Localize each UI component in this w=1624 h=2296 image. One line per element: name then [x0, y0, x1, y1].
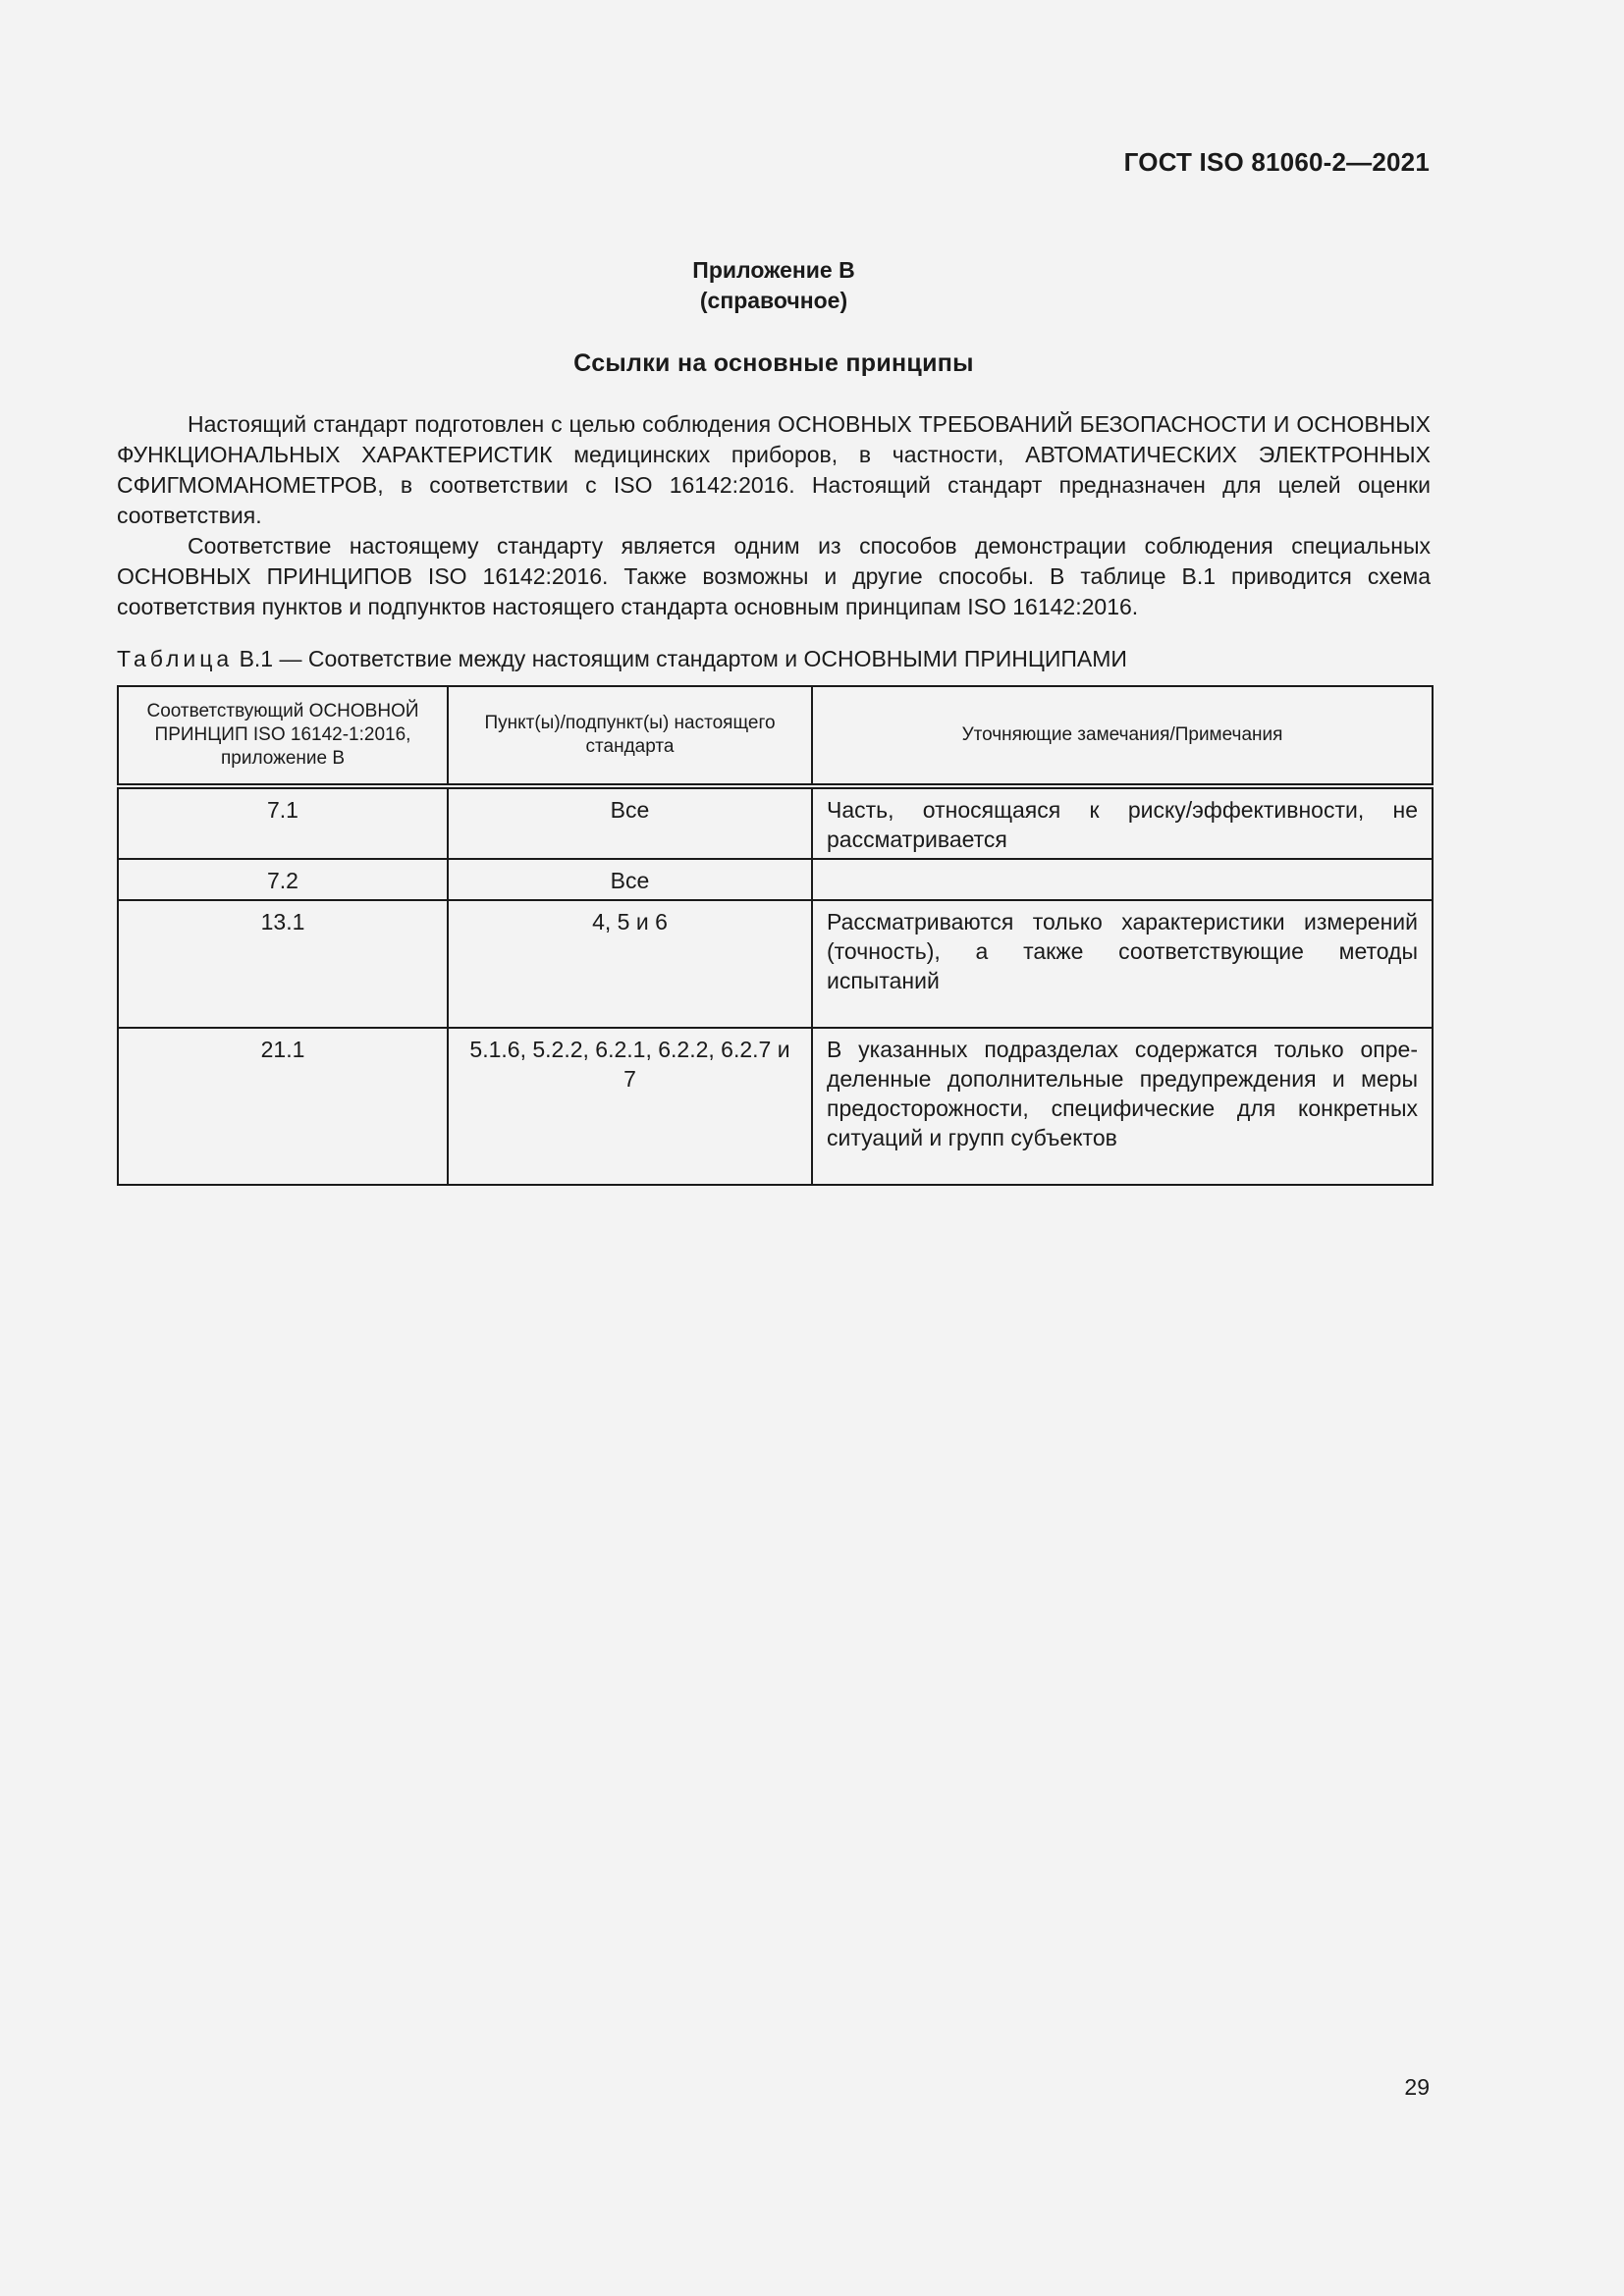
cell-notes: Рассматриваются только характеристики измерений (точность), а также соответствующие методы испытаний — [812, 900, 1433, 1028]
cell-principle: 7.1 — [118, 786, 448, 859]
table-caption-prefix: Таблица — [117, 646, 234, 671]
annex-title: Ссылки на основные принципы — [573, 349, 974, 377]
annex-label: Приложение В — [692, 257, 855, 283]
table-row — [118, 900, 1433, 1028]
page-number: 29 — [1404, 2074, 1430, 2100]
document-code: ГОСТ ISO 81060-2—2021 — [1123, 147, 1430, 177]
annex-heading — [117, 255, 1431, 316]
cell-notes: В указанных подразделах содержатся только определенные дополнительные предупреждения и меры предосторожности, специфические для конкретных ситуаций и групп субъектов — [812, 1028, 1433, 1185]
table-row — [118, 786, 1433, 859]
cell-clauses: 4, 5 и 6 — [448, 900, 812, 1028]
table-caption — [117, 644, 1431, 674]
cell-principle: 13.1 — [118, 900, 448, 1028]
column-header-notes: Уточняющие замечания/Примечания — [812, 686, 1433, 786]
body-text — [117, 409, 1431, 622]
table-row — [118, 859, 1433, 900]
cell-principle: 21.1 — [118, 1028, 448, 1185]
table-row — [118, 1028, 1433, 1185]
cell-clauses: 5.1.6, 5.2.2, 6.2.1, 6.2.2, 6.2.7 и 7 — [448, 1028, 812, 1185]
column-header-clauses: Пункт(ы)/подпункт(ы) настоящего стандарта — [448, 686, 812, 786]
annex-status: (справочное) — [699, 288, 848, 313]
cell-notes — [812, 859, 1433, 900]
cell-principle: 7.2 — [118, 859, 448, 900]
table-caption-text: В.1 — Соответствие между настоящим стандартом и ОСНОВНЫМИ ПРИНЦИПАМИ — [233, 646, 1127, 671]
paragraph: Настоящий стандарт подготовлен с целью соблюдения ОСНОВНЫХ ТРЕБОВАНИЙ БЕЗОПАСНОСТИ И ОСНОВНЫХ ФУНКЦИОНАЛЬНЫХ ХАРАКТЕРИСТИК медицинских приборов, в частности, АВТОМАТИЧЕСКИХ ЭЛЕКТРОННЫХ СФИГМОМАНОМЕТРОВ, в соответствии с ISO 16142:2016. Настоящий стандарт предназначен для целей оценки соответствия. — [117, 411, 1431, 528]
paragraph: Соответствие настоящему стандарту является одним из способов демонстрации соблюдения специальных ОСНОВНЫХ ПРИНЦИПОВ ISO 16142:2016. Также возможны и другие способы. В таблице В.1 приводится схема соответствия пунктов и подпунктов настоящего стандарта основным принципам ISO 16142:2016. — [117, 533, 1431, 619]
cell-notes: Часть, относящаяся к риску/эффективности, не рассматривается — [812, 786, 1433, 859]
cell-clauses: Все — [448, 859, 812, 900]
table-header-row — [118, 686, 1433, 786]
column-header-principle: Соответствующий ОСНОВНОЙ ПРИНЦИП ISO 16142-1:2016, приложение В — [118, 686, 448, 786]
principles-table — [117, 685, 1434, 1186]
cell-clauses: Все — [448, 786, 812, 859]
